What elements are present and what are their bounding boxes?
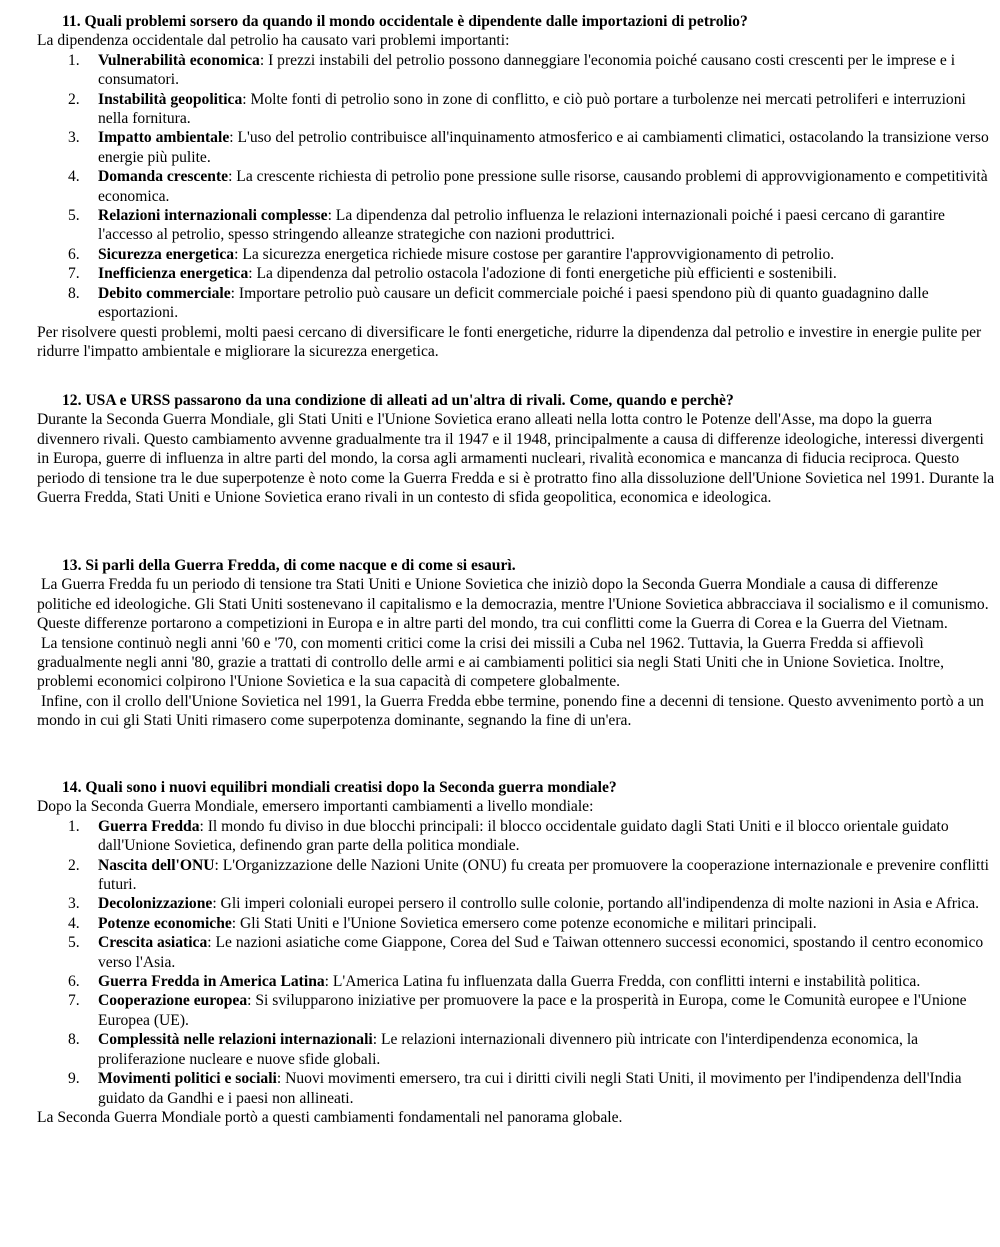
answer-paragraph: Durante la Seconda Guerra Mondiale, gli Stati Uniti e l'Unione Sovietica erano alleati nella lotta contro le Potenze dell'Asse, ma dopo la guerra divennero rivali. Questo cambiamento avvenne gradualmente tra il 1947 e il 1948, principalmente a causa di differenze ideologiche, interessi divergenti in Europa, guerre di influenza in altre parti del mondo, la corsa agli armamenti nucleari, rivalità economica e mancanza di fiducia reciproca. Questo periodo di tensione tra le due superpotenze è noto come la Guerra Fredda e si è protratto fino alla dissoluzione dell'Unione Sovietica nel 1991. Durante la Guerra Fredda, Stati Uniti e Unione Sovietica erano rivali in un contesto di sfida geopolitica, economica e ideologica. [37,411,995,507]
item-text: : Le relazioni internazionali divennero più intricate con l'interdipendenza economica, la proliferazione nucleare e nuove sfide globali. [98,1031,919,1068]
change-list [37,817,995,1108]
item-term: Guerra Fredda in America Latina [98,973,325,991]
item-number: 4. [68,914,80,932]
item-text: : L'uso del petrolio contribuisce all'inquinamento atmosferico e ai cambiamenti climatici, ostacolando la transizione verso energie più pulite. [98,129,989,166]
section-conclusion: Per risolvere questi problemi, molti paesi cercano di diversificare le fonti energetiche, ridurre la dipendenza dal petrolio e investire in energie pulite per ridurre l'impatto ambientale e migliorare la sicurezza energetica. [37,323,982,360]
item-number: 3. [68,129,80,147]
list-item [37,284,995,323]
item-text: : La crescente richiesta di petrolio pone pressione sulle risorse, causando problemi di approvvigionamento e competitività economica. [98,168,988,205]
answer-paragraph: La tensione continuò negli anni '60 e '70, con momenti critici come la crisi dei missili a Cuba nel 1962. Tuttavia, la Guerra Fredda si affievolì gradualmente negli anni '80, grazie a trattati di controllo delle armi e ai cambiamenti politici sia negli Stati Uniti che in Unione Sovietica. Inoltre, problemi economici colpirono l'Unione Sovietica e la sua capacità di competere globalmente. [37,634,944,691]
item-term: Cooperazione europea [98,992,248,1010]
item-term: Debito commerciale [98,284,231,302]
item-number: 7. [68,265,80,283]
list-item [37,128,995,167]
item-number: 2. [68,90,80,108]
item-text: : La dipendenza dal petrolio ostacola l'adozione di fonti energetiche più efficienti e sostenibili. [248,265,837,283]
item-term: Inefficienza energetica [98,265,249,283]
item-text: : Gli Stati Uniti e l'Unione Sovietica emersero come potenze economiche e militari principali. [231,914,817,932]
problem-list [37,51,995,323]
list-item [37,894,995,913]
item-number: 2. [68,856,80,874]
item-term: Decolonizzazione [98,895,213,913]
item-text: : Le nazioni asiatiche come Giappone, Corea del Sud e Taiwan ottennero successi economici, spostando il centro economico verso l'Asia. [98,934,984,971]
section-q12 [37,391,995,507]
item-number: 4. [68,168,80,186]
list-item [37,51,995,90]
item-text: : Si svilupparono iniziative per promuovere la pace e la prosperità in Europa, come le Comunità europee e l'Unione Europea (UE). [98,992,967,1029]
list-item [37,991,995,1030]
question-title: 11. Quali problemi sorsero da quando il mondo occidentale è dipendente dalle importazioni di petrolio? [62,13,748,30]
item-number: 9. [68,1070,80,1088]
item-text: : Nuovi movimenti emersero, tra cui i diritti civili negli Stati Uniti, il movimento per l'indipendenza dell'India guidato da Gandhi e i paesi non allineati. [98,1070,962,1107]
item-text: : Il mondo fu diviso in due blocchi principali: il blocco occidentale guidato dagli Stati Uniti e il blocco orientale guidato dall'Unione Sovietica, definendo gran parte della politica mondiale. [98,817,949,855]
list-item [37,914,995,933]
item-text: : L'Organizzazione delle Nazioni Unite (ONU) fu creata per promuovere la cooperazione internazionale e prevenire conflitti futuri. [98,856,989,894]
list-item [37,90,995,129]
list-item [37,264,995,283]
list-item [37,817,995,856]
item-number: 1. [68,817,80,835]
item-term: Sicurezza energetica [98,245,235,263]
item-term: Guerra Fredda [98,817,200,835]
item-term: Nascita dell'ONU [98,856,215,874]
item-number: 6. [68,245,80,263]
item-number: 1. [68,51,80,69]
list-item [37,245,995,264]
list-item [37,1069,995,1108]
section-q13 [37,556,995,731]
section-q11 [37,12,995,361]
answer-paragraph: La Guerra Fredda fu un periodo di tensione tra Stati Uniti e Unione Sovietica che iniziò dopo la Seconda Guerra Mondiale a causa di differenze politiche ed ideologiche. Gli Stati Uniti sostenevano il capitalismo e la democrazia, mentre l'Unione Sovietica abbracciava il socialismo e il comunismo. Queste differenze portarono a competizioni in Europa e in altre parti del mondo, tra cui conflitti come la Guerra di Corea e la Guerra del Vietnam. [37,576,989,633]
item-term: Movimenti politici e sociali [98,1070,277,1088]
item-text: : Gli imperi coloniali europei persero il controllo sulle colonie, portando all'indipendenza di molte nazioni in Asia e Africa. [212,895,980,913]
list-item [37,856,995,895]
item-term: Impatto ambientale [98,129,230,147]
item-number: 8. [68,1031,80,1049]
item-number: 5. [68,934,80,952]
item-number: 8. [68,284,80,302]
item-term: Domanda crescente [98,168,229,186]
item-text: : Importare petrolio può causare un deficit commerciale poiché i paesi spendono più di quanto guadagnino dalle esportazioni. [98,284,929,322]
item-text: : I prezzi instabili del petrolio possono danneggiare l'economia poiché causano costi crescenti per le imprese e i consumatori. [98,51,956,89]
item-number: 5. [68,207,80,225]
question-title: 12. USA e URSS passarono da una condizione di alleati ad un'altra di rivali. Come, quando e perchè? [62,392,734,409]
section-conclusion: La Seconda Guerra Mondiale portò a questi cambiamenti fondamentali nel panorama globale. [37,1108,623,1126]
answer-paragraph: Infine, con il crollo dell'Unione Sovietica nel 1991, la Guerra Fredda ebbe termine, ponendo fine a decenni di tensione. Questo avvenimento portò a un mondo in cui gli Stati Uniti rimasero come superpotenza dominante, segnando la fine di un'era. [37,692,984,730]
list-item [37,167,995,206]
list-item [37,972,995,991]
item-text: : La sicurezza energetica richiede misure costose per garantire l'approvvigionamento di petrolio. [234,245,835,263]
section-intro: Dopo la Seconda Guerra Mondiale, emersero importanti cambiamenti a livello mondiale: [37,798,594,816]
item-term: Potenze economiche [98,914,232,932]
item-number: 6. [68,973,80,991]
list-item [37,933,995,972]
section-intro: La dipendenza occidentale dal petrolio ha causato vari problemi importanti: [37,32,510,50]
item-text: : La dipendenza dal petrolio influenza le relazioni internazionali poiché i paesi cercano di garantire l'accesso al petrolio, spesso stringendo alleanze strategiche con nazioni produttrici. [98,207,945,244]
item-number: 7. [68,992,80,1010]
list-item [37,206,995,245]
item-term: Instabilità geopolitica [98,90,243,108]
item-term: Relazioni internazionali complesse [98,207,328,225]
item-text: : Molte fonti di petrolio sono in zone di conflitto, e ciò può portare a turbolenze nei mercati petroliferi e interruzioni nella fornitura. [98,90,966,128]
question-title: 13. Si parli della Guerra Fredda, di come nacque e di come si esaurì. [62,557,516,574]
section-q14 [37,778,995,1127]
item-number: 3. [68,895,80,913]
list-item [37,1030,995,1069]
item-term: Complessità nelle relazioni internazionali [98,1031,373,1049]
item-term: Crescita asiatica [98,934,208,952]
question-title: 14. Quali sono i nuovi equilibri mondiali creatisi dopo la Seconda guerra mondiale? [62,779,617,796]
item-text: : L'America Latina fu influenzata dalla Guerra Fredda, con conflitti interni e instabilità politica. [324,973,921,991]
item-term: Vulnerabilità economica [98,51,260,69]
